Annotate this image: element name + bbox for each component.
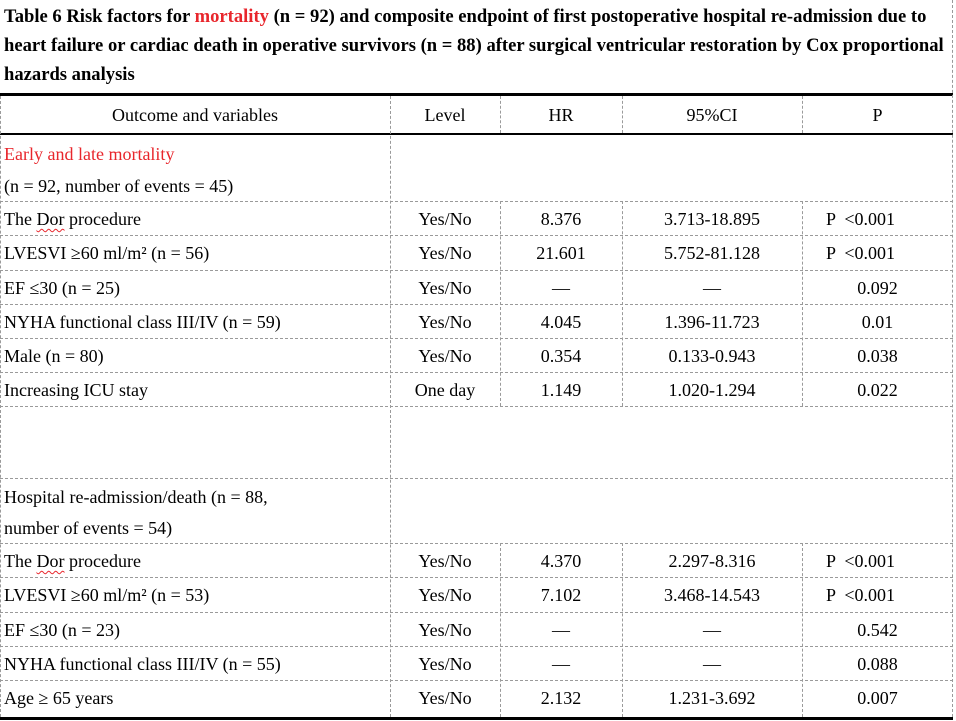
row-divider [0,304,953,305]
ci-cell: 0.133-0.943 [668,346,756,366]
ci-cell: — [703,654,721,674]
level-cell: Yes/No [418,346,472,366]
column-divider [622,201,623,406]
variable-cell: Age ≥ 65 years [4,688,114,708]
variable-cell: NYHA functional class III/IV (n = 59) [4,312,281,332]
variable-cell: Male (n = 80) [4,346,104,366]
row-divider [0,372,953,373]
p-cell: P <0.001 [826,209,895,229]
p-cell: P <0.001 [826,585,895,605]
caption-prefix: Table 6 Risk factors for [4,6,195,27]
col-header-level: Level [424,105,466,125]
row-divider [0,270,953,271]
row-divider [0,612,953,613]
p-cell: 0.022 [857,380,898,400]
column-divider [802,201,803,406]
section-subtitle: number of events = 54) [4,518,173,538]
header-rule [0,133,953,135]
top-rule [0,93,953,96]
variable-cell: LVESVI ≥60 ml/m² (n = 53) [4,585,210,605]
level-cell: Yes/No [418,209,472,229]
level-cell: Yes/No [418,551,472,571]
variable-cell: NYHA functional class III/IV (n = 55) [4,654,281,674]
hr-cell: 1.149 [540,380,582,400]
table-caption [4,2,949,89]
level-cell: Yes/No [418,278,472,298]
ci-cell: 3.468-14.543 [664,585,760,605]
hr-cell: 2.132 [540,688,582,708]
hr-cell: 4.370 [540,551,582,571]
variable-cell: EF ≤30 (n = 23) [4,620,121,640]
p-cell: 0.542 [857,620,898,640]
p-cell: 0.007 [857,688,898,708]
hr-cell: 8.376 [540,209,582,229]
variable-cell: The Dor procedure [4,209,141,229]
level-cell: Yes/No [418,654,472,674]
section-title: Early and late mortality [4,144,175,164]
p-cell: 0.038 [857,346,898,366]
caption-suffix: (n = 92) and composite endpoint of first postoperative hospital re-admission due to heart failure or cardiac death in operative survivors (n = 88) after surgical ventricular restoration by Cox proportional hazards analysis [4,6,944,85]
row-divider [0,543,953,544]
ci-cell: — [703,278,721,298]
variable-cell: EF ≤30 (n = 25) [4,278,121,298]
row-divider [0,201,953,202]
ci-cell: — [703,620,721,640]
row-divider [0,680,953,681]
hr-cell: — [552,278,570,298]
hr-cell: 7.102 [540,585,582,605]
level-cell: Yes/No [418,688,472,708]
row-divider [0,406,953,407]
section-title: Hospital re-admission/death (n = 88, [4,487,268,507]
hr-cell: 4.045 [540,312,582,332]
col-header-hr: HR [548,105,574,125]
col-header-outcome: Outcome and variables [112,105,278,125]
hr-cell: — [552,654,570,674]
p-cell: 0.01 [861,312,894,332]
ci-cell: 2.297-8.316 [668,551,756,571]
caption-highlight: mortality [194,6,269,27]
column-divider [500,201,501,406]
level-cell: Yes/No [418,620,472,640]
level-cell: One day [414,380,476,400]
p-cell: P <0.001 [826,551,895,571]
ci-cell: 3.713-18.895 [664,209,760,229]
ci-cell: 1.231-3.692 [668,688,756,708]
row-divider [0,478,953,479]
ci-cell: 5.752-81.128 [664,243,760,263]
section-subtitle: (n = 92, number of events = 45) [4,176,234,196]
p-cell: 0.088 [857,654,898,674]
ci-cell: 1.396-11.723 [664,312,760,332]
level-cell: Yes/No [418,312,472,332]
col-header-ci: 95%CI [686,105,738,125]
row-divider [0,235,953,236]
bottom-rule [0,717,953,720]
row-divider [0,338,953,339]
p-cell: 0.092 [857,278,898,298]
p-cell: P <0.001 [826,243,895,263]
hr-cell: 21.601 [536,243,586,263]
level-cell: Yes/No [418,585,472,605]
ci-cell: 1.020-1.294 [668,380,756,400]
level-cell: Yes/No [418,243,472,263]
hr-cell: 0.354 [540,346,582,366]
variable-cell: LVESVI ≥60 ml/m² (n = 56) [4,243,210,263]
col-header-p: P [872,105,883,125]
left-border [0,96,1,717]
variable-cell: Increasing ICU stay [4,380,148,400]
variable-cell: The Dor procedure [4,551,141,571]
row-divider [0,577,953,578]
hr-cell: — [552,620,570,640]
row-divider [0,646,953,647]
